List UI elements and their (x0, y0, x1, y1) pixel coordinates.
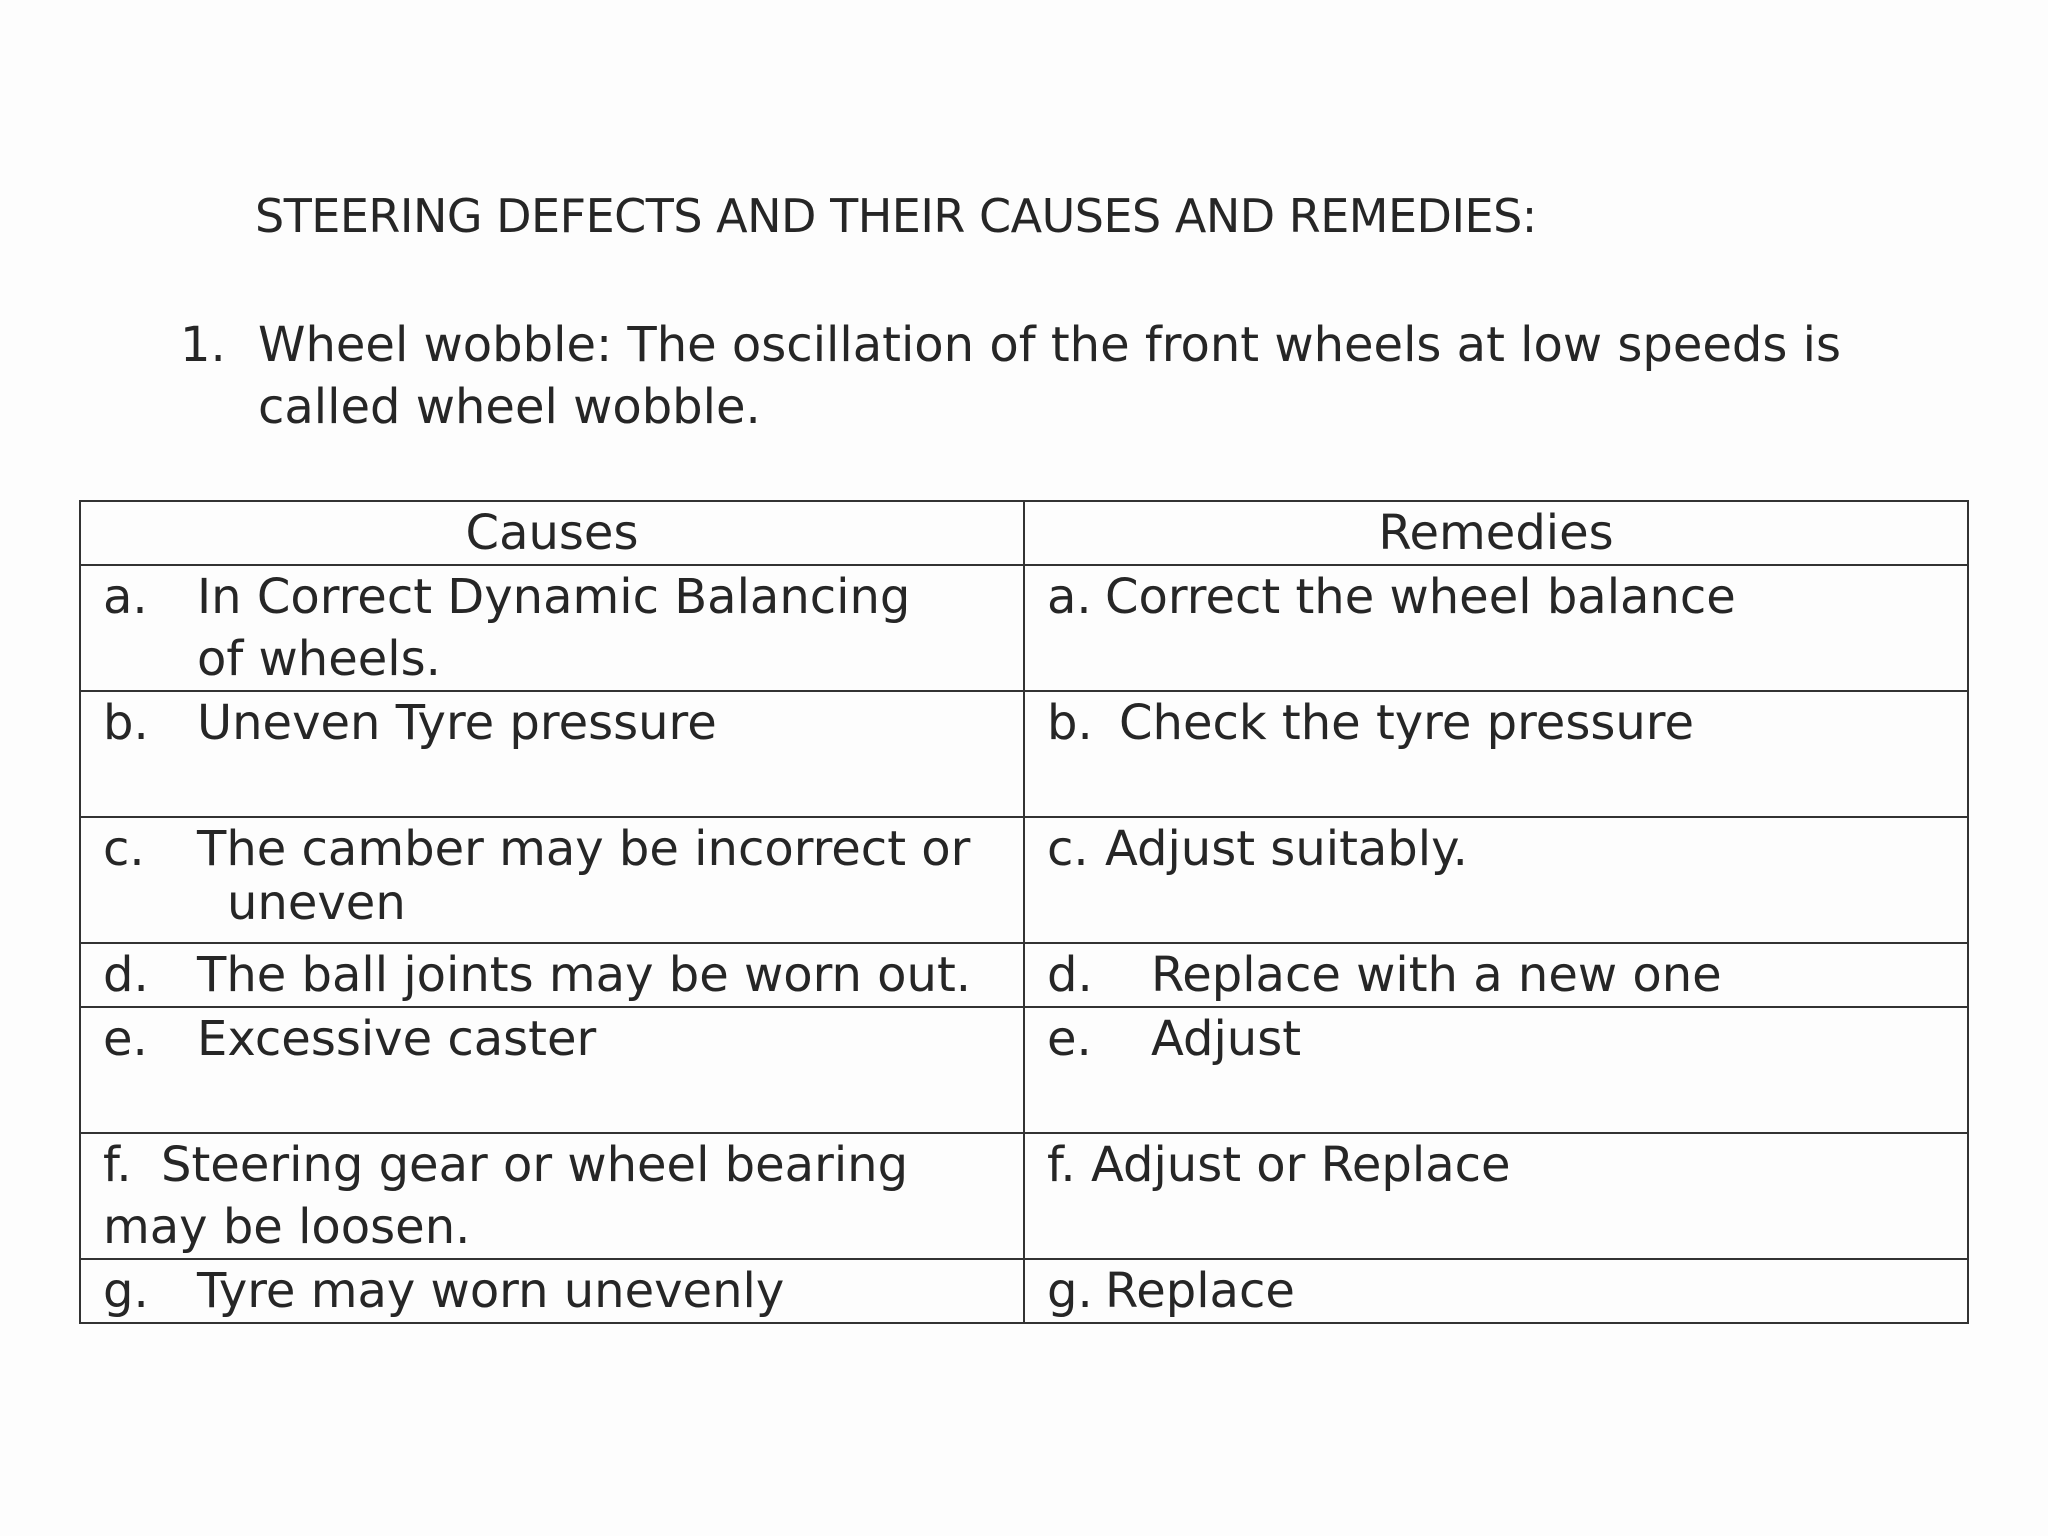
remedy-text: Adjust or Replace (1091, 1137, 1511, 1193)
remedy-text: Adjust suitably. (1105, 821, 1468, 877)
remedy-label: a. (1047, 569, 1092, 625)
remedy-line (1047, 944, 1967, 1006)
table-header-row (80, 501, 1968, 565)
cause-line (103, 1008, 1023, 1070)
table-row (80, 817, 1968, 943)
table-row (80, 1007, 1968, 1133)
remedy-text: Correct the wheel balance (1105, 569, 1736, 625)
remedy-cell (1024, 565, 1968, 691)
remedy-line (1047, 1260, 1967, 1322)
table-row (80, 565, 1968, 691)
cause-line (103, 944, 1023, 1006)
cause-cell (80, 943, 1024, 1007)
page-title: STEERING DEFECTS AND THEIR CAUSES AND REMEDIES: (255, 189, 1537, 243)
table-row (80, 1133, 1968, 1259)
remedy-text: Adjust (1151, 1011, 1302, 1067)
cause-text: Steering gear or wheel bearing (161, 1137, 909, 1193)
remedy-line (1047, 566, 1967, 628)
cause-cell (80, 1259, 1024, 1323)
cause-text: Excessive caster (197, 1011, 597, 1067)
cause-label: a. (103, 569, 148, 625)
remedy-cell (1024, 1133, 1968, 1259)
remedy-line (1047, 1134, 1967, 1196)
cause-line-2: may be loosen. (103, 1199, 471, 1255)
remedy-line (1047, 818, 1967, 880)
intro-line-2: called wheel wobble. (258, 379, 761, 435)
cause-label: e. (103, 1011, 148, 1067)
remedy-text: Replace (1105, 1263, 1295, 1319)
cause-line (103, 1134, 1023, 1196)
remedy-label: c. (1047, 821, 1089, 877)
remedy-label: b. (1047, 695, 1093, 751)
remedy-cell (1024, 691, 1968, 817)
cause-cell (80, 691, 1024, 817)
cause-label: f. (103, 1137, 132, 1193)
remedy-line (1047, 1008, 1967, 1070)
cause-cell (80, 1133, 1024, 1259)
cause-label: c. (103, 821, 145, 877)
cause-cell (80, 565, 1024, 691)
remedy-label: g. (1047, 1263, 1093, 1319)
remedy-cell (1024, 1259, 1968, 1323)
intro-text (258, 314, 1918, 438)
remedy-cell (1024, 817, 1968, 943)
cause-label: g. (103, 1263, 149, 1319)
cause-line (103, 818, 1023, 880)
intro-line-1: Wheel wobble: The oscillation of the front wheels at low speeds is (258, 317, 1841, 373)
cause-text: Uneven Tyre pressure (197, 695, 717, 751)
cause-label: b. (103, 695, 149, 751)
cause-text: The ball joints may be worn out. (197, 947, 972, 1003)
header-remedies: Remedies (1024, 501, 1968, 565)
causes-remedies-table (79, 500, 1969, 1324)
remedy-cell (1024, 1007, 1968, 1133)
cause-line (103, 1260, 1023, 1322)
remedy-label: f. (1047, 1137, 1076, 1193)
remedy-label: d. (1047, 947, 1093, 1003)
cause-line-2: of wheels. (197, 631, 441, 687)
table-row (80, 943, 1968, 1007)
header-causes: Causes (80, 501, 1024, 565)
cause-line (103, 692, 1023, 754)
remedy-line (1047, 692, 1967, 754)
cause-cell (80, 817, 1024, 943)
cause-text: In Correct Dynamic Balancing (197, 569, 911, 625)
cause-cell (80, 1007, 1024, 1133)
table-row (80, 1259, 1968, 1323)
remedy-cell (1024, 943, 1968, 1007)
cause-line (103, 566, 1023, 628)
cause-text: The camber may be incorrect or (197, 821, 971, 877)
cause-text: Tyre may worn unevenly (197, 1263, 785, 1319)
cause-label: d. (103, 947, 149, 1003)
intro-number: 1. (180, 317, 226, 373)
remedy-label: e. (1047, 1011, 1092, 1067)
remedy-text: Replace with a new one (1151, 947, 1722, 1003)
cause-line-2: uneven (227, 875, 406, 931)
table-row (80, 691, 1968, 817)
remedy-text: Check the tyre pressure (1119, 695, 1694, 751)
